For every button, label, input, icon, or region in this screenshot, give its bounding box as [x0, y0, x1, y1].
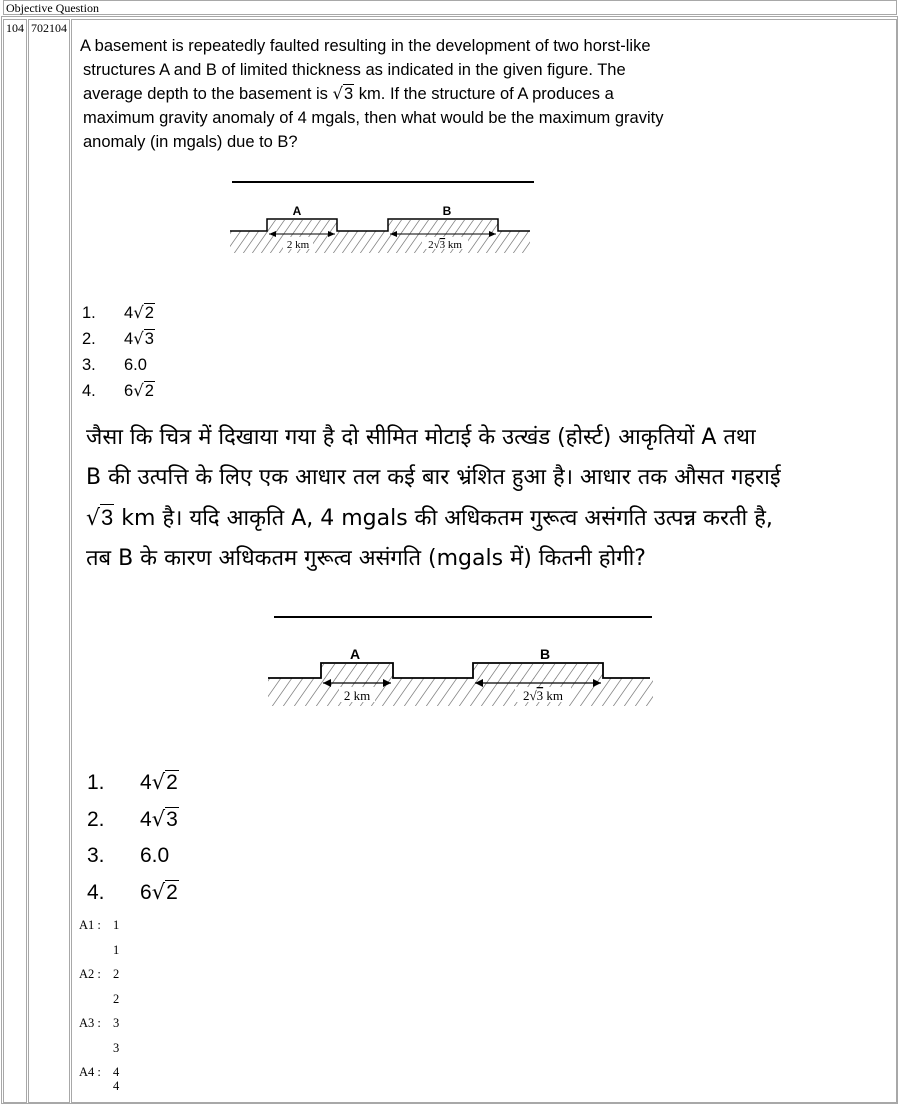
sqrt-expression: √3	[332, 84, 354, 103]
question-line: anomaly (in mgals) due to B?	[83, 133, 298, 151]
question-id: 702104	[31, 21, 67, 35]
option-2: 2. 4√3	[82, 329, 154, 348]
question-line: जैसा कि चित्र में दिखाया गया है दो सीमित मोटाई के उत्खंड (होर्स्ट) आकृतियों A तथा	[86, 425, 756, 450]
basement-hatch	[473, 664, 603, 679]
question-text-english	[80, 34, 730, 154]
horst-figure-english	[225, 175, 545, 260]
width-a-label: 2 km	[343, 688, 371, 703]
structure-a-label: A	[292, 204, 302, 218]
width-b-label: 2√3 km	[522, 688, 564, 703]
horst-figure-hindi	[263, 608, 663, 713]
question-type-label: Objective Question	[6, 1, 99, 15]
basement-hatch	[388, 220, 498, 232]
question-line: maximum gravity anomaly of 4 mgals, then what would be the maximum gravity	[83, 109, 664, 127]
structure-a-label: A	[349, 646, 361, 662]
answer-key-1: A1 : 1 1	[79, 918, 120, 957]
question-line: B की उत्पत्ति के लिए एक आधार तल कई बार भ्रंशित हुआ है। आधार तक औसत गहराई	[86, 465, 781, 490]
option-1: 1. 4√2	[87, 770, 178, 794]
question-line: √3 km है। यदि आकृति A, 4 mgals की अधिकतम गुरूत्व असंगति उत्पन्न करती है,	[86, 498, 896, 539]
question-id-cell	[28, 19, 70, 1103]
width-a-label: 2 km	[286, 239, 310, 251]
question-line: structures A and B of limited thickness as indicated in the given figure. The	[83, 61, 626, 79]
width-b-label: 2√3 km	[428, 239, 462, 251]
sqrt-expression: √3	[86, 505, 114, 531]
option-4: 4. 6√2	[82, 381, 154, 400]
option-3: 3. 6.0	[82, 356, 147, 374]
question-text-hindi	[86, 418, 896, 579]
question-line: तब B के कारण अधिकतम गुरूत्व असंगति (mgals में) कितनी होगी?	[86, 546, 646, 571]
structure-b-label: B	[539, 646, 551, 662]
basement-hatch	[267, 220, 337, 232]
option-2: 2. 4√3	[87, 807, 178, 831]
serial-number: 104	[6, 21, 24, 35]
question-line: average depth to the basement is √3 km. If the structure of A produces a	[80, 82, 730, 106]
option-3: 3. 6.0	[87, 844, 170, 867]
question-type-header	[3, 0, 897, 15]
answer-key-4: A4 : 4 4	[79, 1065, 120, 1093]
question-line: A basement is repeatedly faulted resulting in the development of two horst-like	[80, 37, 651, 55]
option-4: 4. 6√2	[87, 880, 178, 904]
options-hindi	[87, 764, 179, 911]
serial-number-cell	[3, 19, 27, 1103]
options-english	[82, 300, 155, 404]
answer-key-2: A2 : 2 2	[79, 967, 120, 1006]
basement-hatch	[321, 664, 393, 679]
option-1: 1. 4√2	[82, 303, 154, 322]
structure-b-label: B	[442, 204, 452, 218]
answer-key-3: A3 : 3 3	[79, 1016, 120, 1055]
